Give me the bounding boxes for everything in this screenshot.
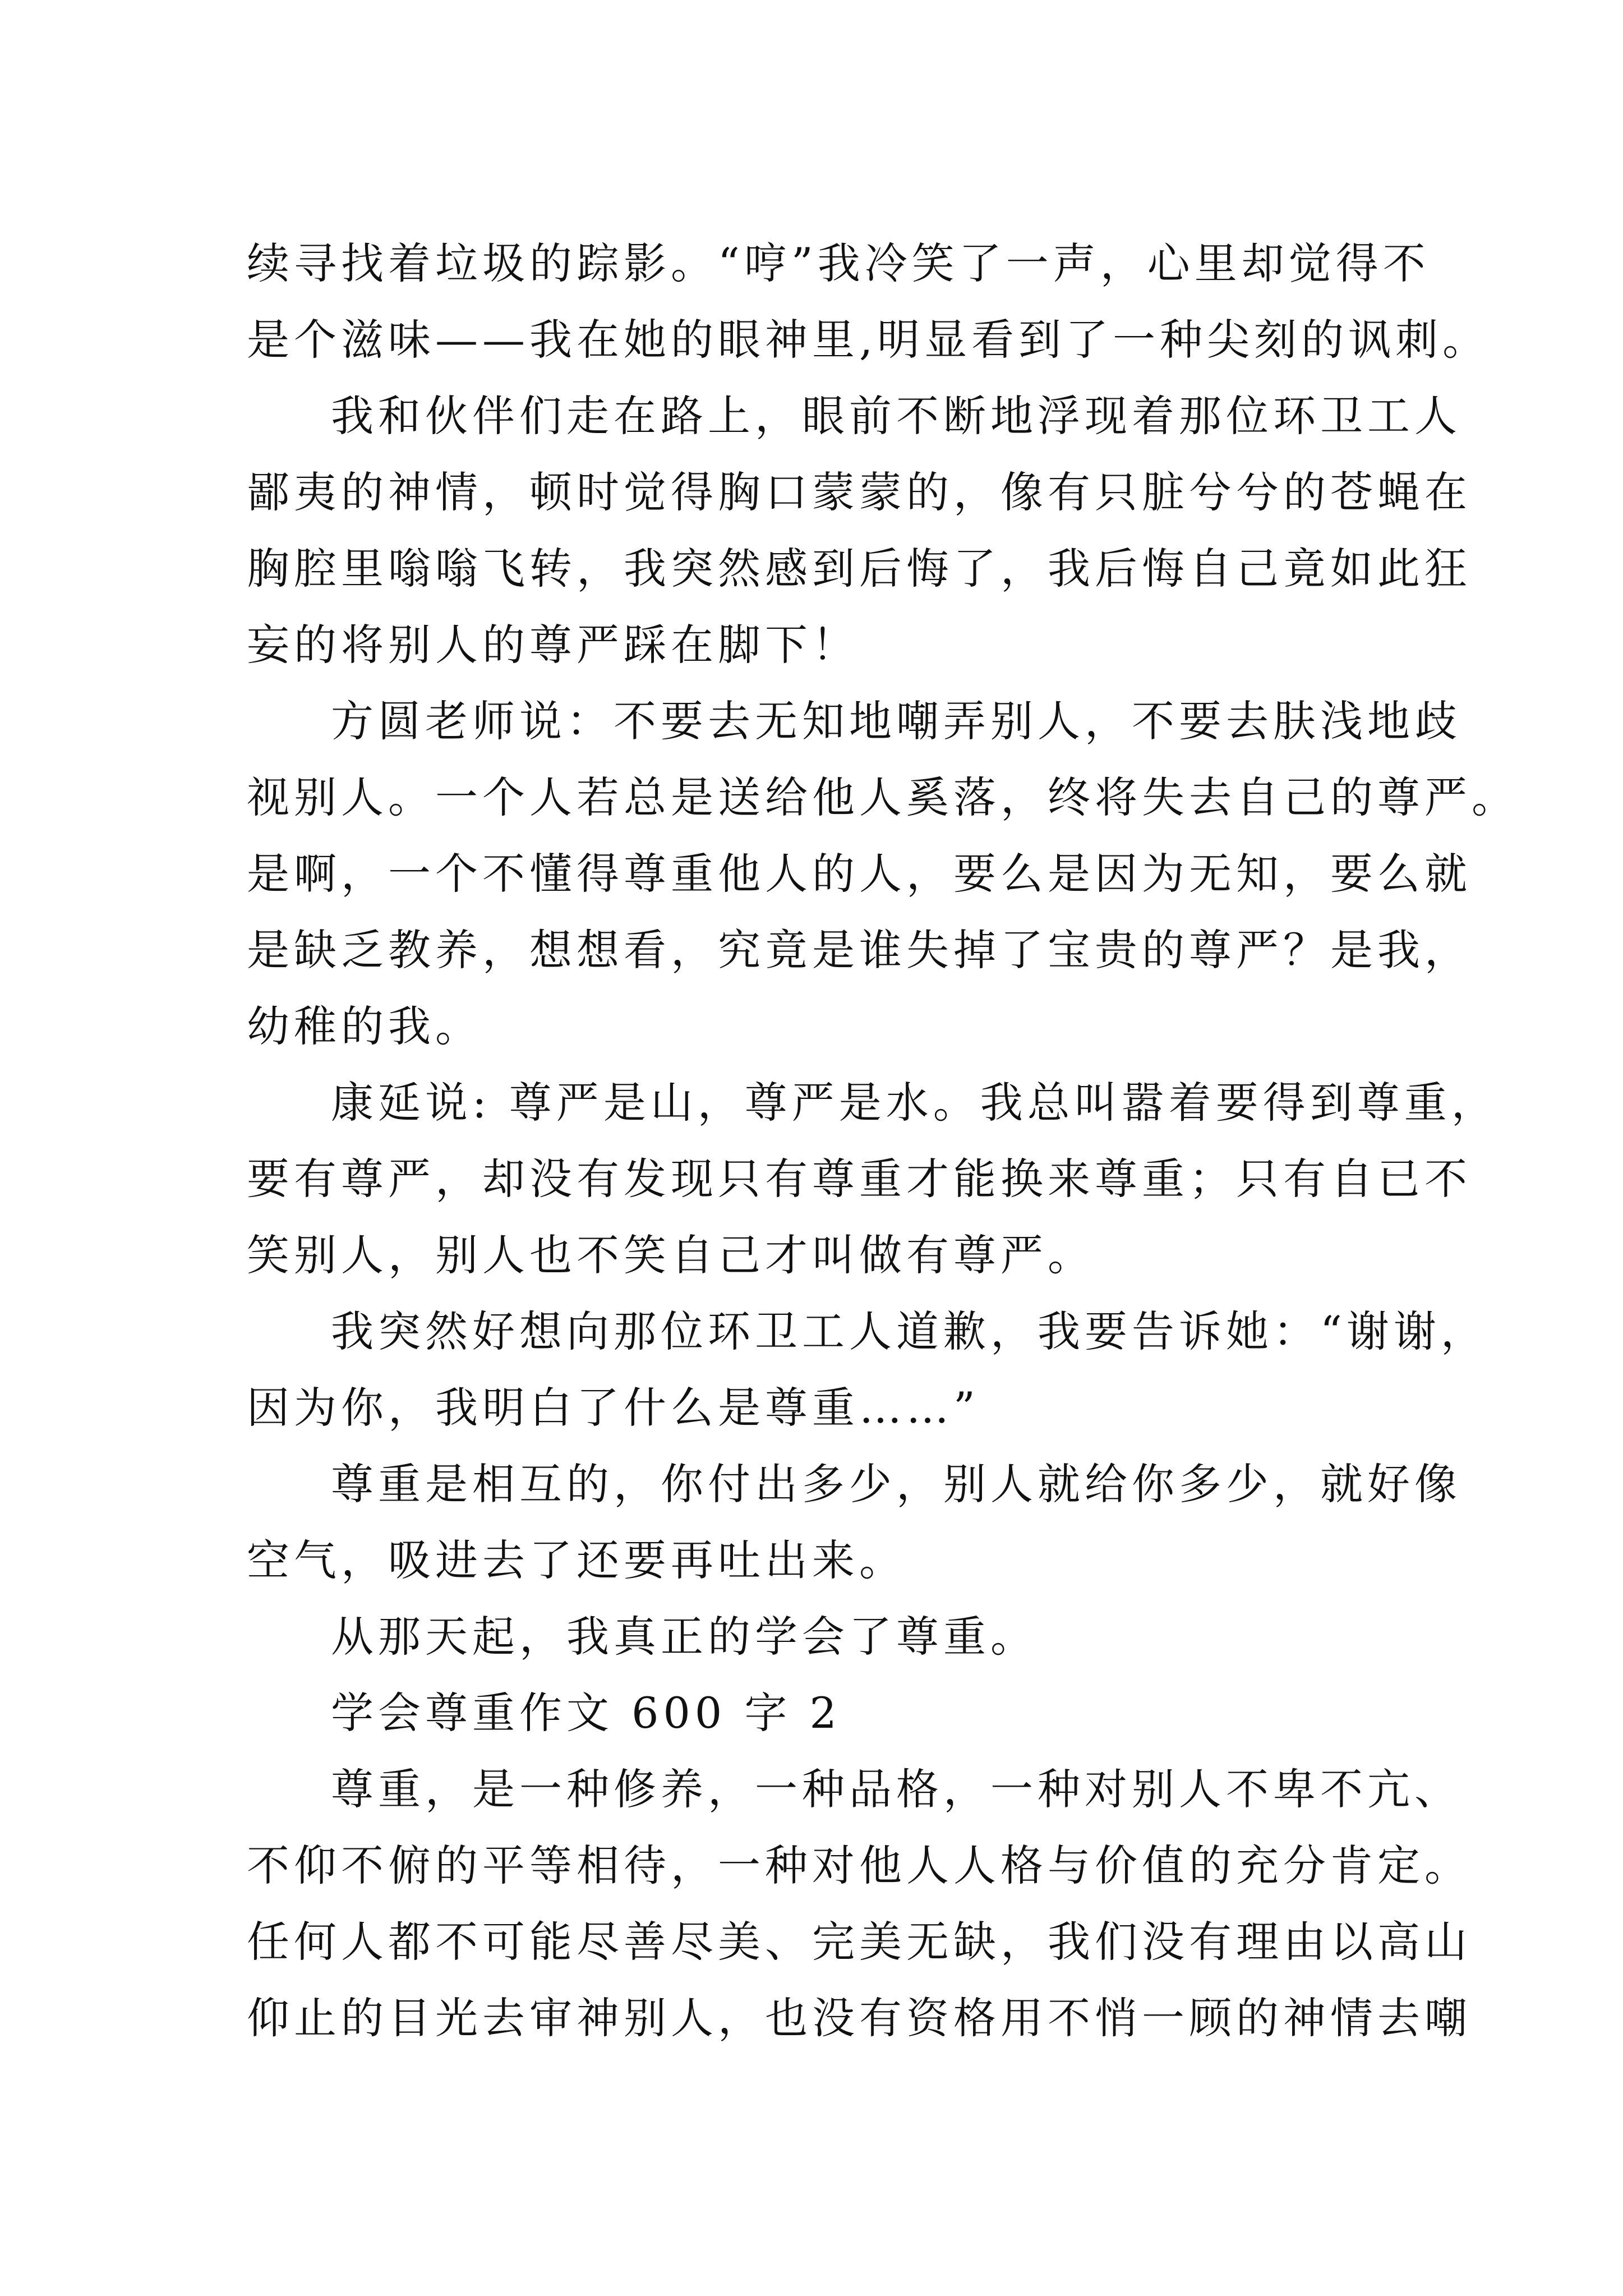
- text-line: 要有尊严，却没有发现只有尊重才能换来尊重；只有自已不: [247, 1154, 1472, 1204]
- text-line: 视别人。一个人若总是送给他人奚落，终将失去自己的尊严。: [247, 772, 1519, 822]
- text-line: 因为你，我明白了什么是尊重……”: [247, 1383, 980, 1433]
- text-line: 仰止的目光去审神别人，也没有资格用不悄一顾的神情去嘲: [247, 1993, 1472, 2043]
- paragraph-first-line: 从那天起，我真正的学会了尊重。: [331, 1612, 1038, 1662]
- text-line: 幼稚的我。: [247, 1001, 482, 1051]
- text-line: 空气，吸进去了还要再吐出来。: [247, 1535, 906, 1585]
- text-line: 是缺乏教养，想想看，究竟是谁失掉了宝贵的尊严？是我，: [247, 925, 1472, 975]
- paragraph-first-line: 尊重，是一种修养，一种品格，一种对别人不卑不亢、: [331, 1764, 1461, 1814]
- text-line: 是啊，一个不懂得尊重他人的人，要么是因为无知，要么就: [247, 849, 1472, 899]
- text-line: 续寻找着垃圾的踪影。“哼”我冷笑了一声，心里却觉得不: [247, 238, 1430, 288]
- text-line: 笑别人，别人也不笑自己才叫做有尊严。: [247, 1230, 1095, 1280]
- text-line: 任何人都不可能尽善尽美、完美无缺，我们没有理由以高山: [247, 1917, 1472, 1967]
- paragraph-first-line: 我突然好想向那位环卫工人道歉，我要告诉她：“谢谢，: [331, 1306, 1488, 1356]
- paragraph-first-line: 康延说: 尊严是山，尊严是水。我总叫嚣着要得到尊重，: [331, 1078, 1498, 1128]
- text-line: 胸腔里嗡嗡飞转，我突然感到后悔了，我后悔自己竟如此狂: [247, 544, 1472, 593]
- text-line: 不仰不俯的平等相待，一种对他人人格与价值的充分肯定。: [247, 1841, 1472, 1890]
- paragraph-first-line: 我和伙伴们走在路上，眼前不断地浮现着那位环卫工人: [331, 391, 1461, 441]
- section-heading: 学会尊重作文 600 字 2: [331, 1688, 841, 1738]
- paragraph-first-line: 尊重是相互的，你付出多少，别人就给你多少，就好像: [331, 1459, 1461, 1509]
- paragraph-first-line: 方圆老师说：不要去无知地嘲弄别人，不要去肤浅地歧: [331, 696, 1461, 746]
- text-line: 妄的将别人的尊严踩在脚下！: [247, 620, 859, 670]
- text-line: 是个滋味——我在她的眼神里,明显看到了一种尖刻的讽刺。: [247, 315, 1490, 365]
- text-line: 鄙夷的神情，顿时觉得胸口蒙蒙的，像有只脏兮兮的苍蝇在: [247, 467, 1472, 517]
